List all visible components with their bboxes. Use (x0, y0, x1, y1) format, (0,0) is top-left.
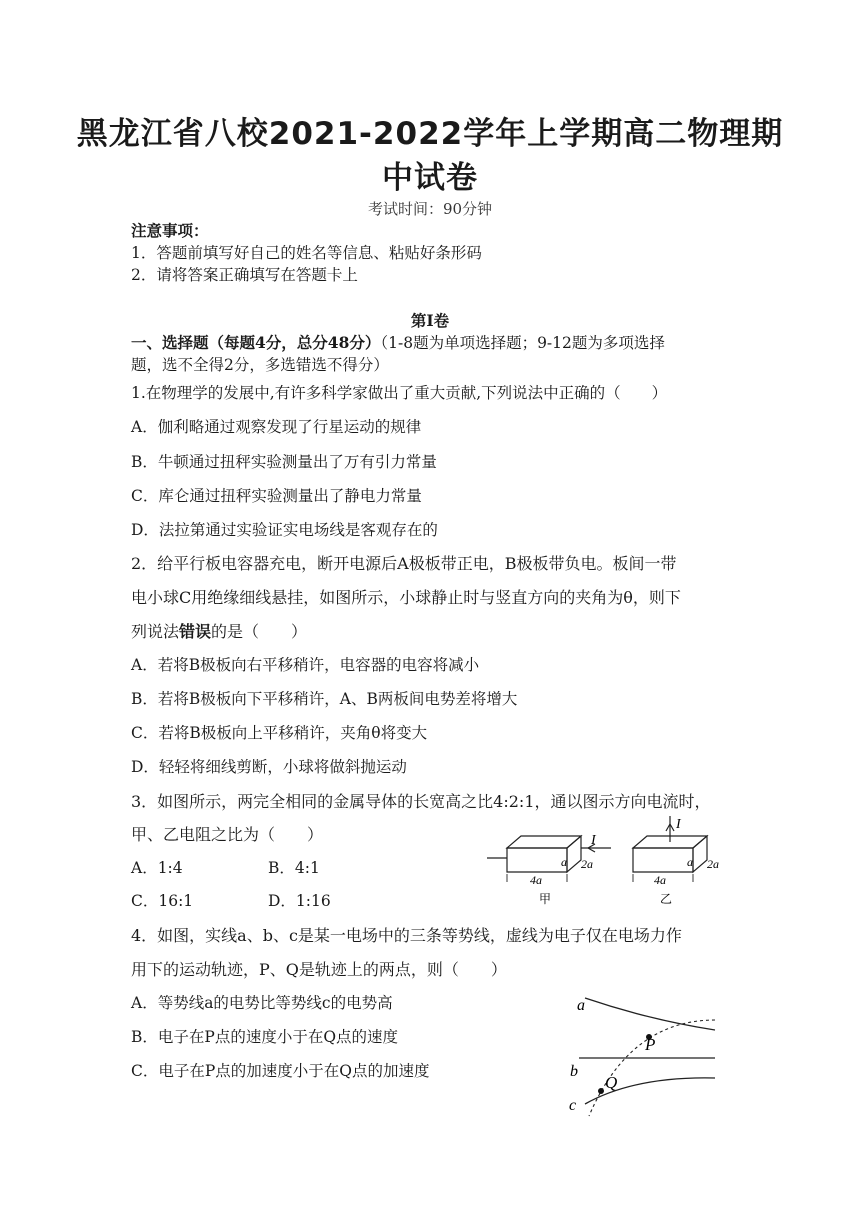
q3-option-c: C．16:1 (131, 892, 194, 910)
q4-option-a: A．等势线a的电势比等势线c的电势高 (131, 994, 393, 1012)
q3-figure (485, 812, 735, 908)
q4-line1: 4．如图，实线a、b、c是某一电场中的三条等势线，虚线为电子仅在电场力作 (131, 926, 682, 945)
label-q: Q (605, 1073, 618, 1092)
q2-line3-post: 的是（ ） (211, 622, 308, 641)
note-item-2: 2．请将答案正确填写在答题卡上 (131, 266, 358, 284)
q2-option-c: C．若将B极板向上平移稍许，夹角θ将变大 (131, 724, 428, 742)
q4-option-b: B．电子在P点的速度小于在Q点的速度 (131, 1028, 399, 1046)
jia-2a-label: 2a (581, 857, 593, 871)
label-p: P (645, 1035, 656, 1054)
q4-option-c: C．电子在P点的加速度小于在Q点的加速度 (131, 1062, 430, 1080)
q2-option-b: B．若将B极板向下平移稍许，A、B两板间电势差将增大 (131, 690, 518, 708)
q2-emphasis: 错误 (179, 622, 212, 641)
q3-option-b: B．4:1 (268, 859, 320, 877)
q2-line3-pre: 列说法 (131, 622, 180, 641)
note-item-1: 1．答题前填写好自己的姓名等信息、粘贴好条形码 (131, 244, 482, 262)
jia-4a-label: 4a (530, 873, 542, 887)
caption-jia: 甲 (539, 892, 552, 906)
yi-2a-label: 2a (707, 857, 719, 871)
q1-option-b: B．牛顿通过扭秤实验测量出了万有引力常量 (131, 453, 437, 471)
q2-line1: 2．给平行板电容器充电，断开电源后A极板带正电，B极板带负电。板间一带 (131, 554, 677, 573)
label-b: b (570, 1063, 578, 1080)
section-heading-bold: 一、选择题（每题4分，总分48分） (131, 333, 381, 352)
yi-a-label: a (687, 855, 693, 869)
q3-line2: 甲、乙电阻之比为（ ） (131, 825, 324, 844)
q2-option-d: D．轻轻将细线剪断，小球将做斜抛运动 (131, 758, 407, 776)
page-title-line1: 黑龙江省八校2021-2022学年上学期高二物理期 (76, 116, 784, 152)
q4-figure (565, 990, 725, 1120)
yi-current-label: I (676, 817, 681, 832)
q2-option-a: A．若将B极板向右平移稍许，电容器的电容将减小 (131, 656, 480, 674)
label-a: a (577, 997, 585, 1014)
point-q-dot (598, 1088, 604, 1094)
q2-line2: 电小球C用绝缘细线悬挂，如图所示，小球静止时与竖直方向的夹角为θ，则下 (131, 588, 681, 607)
caption-yi: 乙 (660, 892, 673, 906)
label-c: c (569, 1097, 577, 1114)
jia-a-label: a (561, 855, 567, 869)
q2-line3 (131, 619, 307, 642)
q1-stem: 1.在物理学的发展中,有许多科学家做出了重大贡献,下列说法中正确的（ ） (131, 384, 668, 402)
q1-option-c: C．库仑通过扭秤实验测量出了静电力常量 (131, 487, 422, 505)
conductor-yi (633, 816, 707, 872)
q4-line2: 用下的运动轨迹，P、Q是轨迹上的两点，则（ ） (131, 960, 507, 979)
yi-4a-label: 4a (654, 873, 666, 887)
q3-option-a: A．1:4 (131, 859, 183, 877)
section-heading-line1 (131, 331, 665, 353)
volume-heading: 第Ⅰ卷 (410, 311, 450, 330)
jia-current-label: I (591, 833, 596, 848)
q3-option-d: D．1:16 (268, 892, 331, 910)
q3-line1: 3．如图所示，两完全相同的金属导体的长宽高之比4:2:1，通以图示方向电流时， (131, 792, 711, 811)
q1-option-a: A．伽利略通过观察发现了行星运动的规律 (131, 418, 422, 436)
q1-option-d: D．法拉第通过实验证实电场线是客观存在的 (131, 521, 438, 539)
section-heading-rest: （1-8题为单项选择题；9-12题为多项选择 (380, 334, 665, 352)
equipotential-a (585, 998, 715, 1030)
exam-time: 考试时间：90分钟 (367, 200, 493, 218)
section-heading-line2: 题，选不全得2分，多选错选不得分） (131, 356, 389, 374)
page-title-line2: 中试卷 (382, 160, 478, 196)
notes-heading: 注意事项： (131, 221, 209, 240)
